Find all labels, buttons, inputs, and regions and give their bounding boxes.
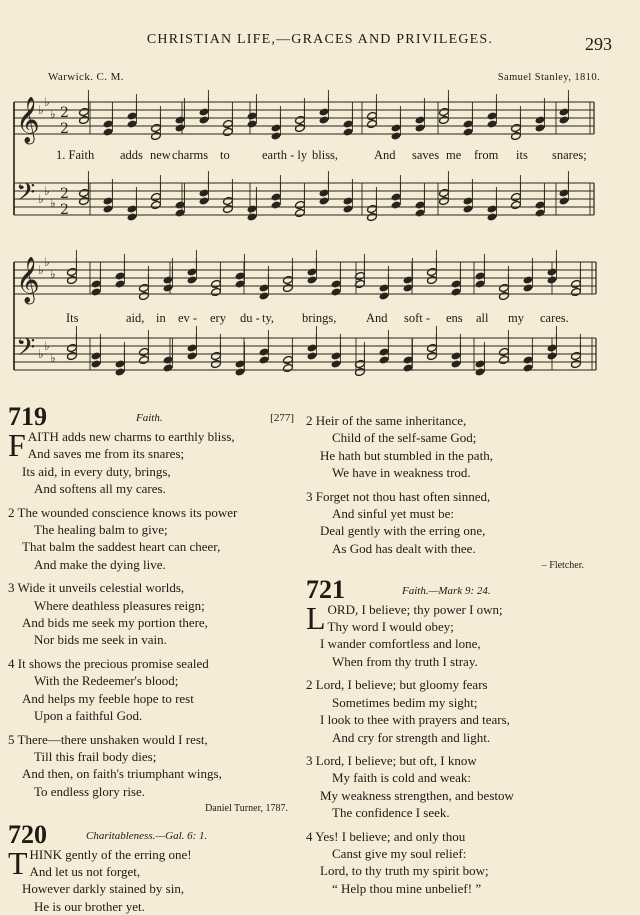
bass-note	[499, 355, 510, 364]
bass-note	[223, 204, 234, 213]
hymn-attribution: Daniel Turner, 1787.	[205, 803, 288, 815]
page-number: 293	[585, 34, 612, 54]
treble-note	[571, 279, 582, 288]
treble-note	[367, 119, 378, 128]
verse-line: HINK gently of the erring one!	[29, 846, 192, 862]
treble-note	[571, 287, 582, 296]
bass-note	[523, 355, 534, 364]
treble-note	[499, 291, 510, 300]
bass-note	[523, 363, 534, 372]
verse-line: And saves me from its snares;	[27, 446, 185, 462]
bass-note	[199, 188, 210, 197]
treble-note	[79, 115, 90, 124]
verse-line: 3 Lord, I believe; but oft, I know	[306, 752, 477, 768]
lyric-syllable: to	[220, 148, 230, 162]
treble-note	[67, 275, 78, 284]
treble-note	[415, 123, 426, 132]
verse-line: The confidence I seek.	[332, 805, 450, 821]
verse-line: And sinful yet must be:	[332, 506, 455, 522]
treble-note	[271, 131, 282, 140]
treble-note	[211, 287, 222, 296]
verse-line: 2 The wounded conscience knows its power	[8, 504, 238, 520]
bass-note	[451, 359, 462, 368]
lyric-syllable: ty,	[262, 311, 275, 325]
bass-note	[559, 188, 570, 197]
left-column	[8, 404, 298, 915]
bass-note	[535, 200, 546, 209]
verse-line: 4 It shows the precious promise sealed	[8, 655, 209, 671]
drop-cap: L	[306, 599, 326, 636]
treble-note	[499, 283, 510, 292]
time-signature: 2	[60, 105, 69, 121]
time-signature: 2	[60, 186, 69, 202]
treble-note	[475, 279, 486, 288]
hymn-bracket: [277]	[270, 412, 294, 424]
hymn-attribution: – Fletcher.	[541, 560, 584, 572]
lyric-syllable: charms	[172, 148, 209, 162]
bass-note	[439, 196, 450, 205]
bass-note	[391, 200, 402, 209]
treble-note	[139, 283, 150, 292]
verse-line: Nor bids me seek in vain.	[34, 632, 167, 648]
lyric-syllable: And	[366, 311, 388, 325]
bass-note	[415, 200, 426, 209]
treble-note	[343, 127, 354, 136]
verse-line: 3 Forget not thou hast often sinned,	[306, 488, 491, 504]
lyric-syllable: aid,	[126, 311, 145, 325]
bass-note	[151, 200, 162, 209]
hymn-ref: Charitableness.—Gal. 6: 1.	[86, 829, 208, 842]
bass-note	[163, 355, 174, 364]
treble-note	[451, 287, 462, 296]
lyric-syllable: 1. Faith	[56, 148, 95, 162]
treble-note	[463, 119, 474, 128]
lyric-syllable: earth - ly	[262, 148, 308, 162]
bass-note	[463, 204, 474, 213]
verse-line: AITH adds new charms to earthly bliss,	[27, 429, 235, 444]
lyric-syllable: And	[374, 148, 396, 162]
verse-line: 3 Wide it unveils celestial worlds,	[8, 580, 185, 596]
verse-line: 5 There—there unshaken would I rest,	[8, 731, 208, 747]
treble-note	[115, 271, 126, 280]
bass-note	[487, 204, 498, 213]
treble-note	[151, 131, 162, 140]
bass-note	[163, 363, 174, 372]
bass-note	[211, 351, 222, 360]
flat-sign: ♭	[44, 95, 50, 109]
treble-note	[451, 279, 462, 288]
tune-name: Warwick. C. M.	[48, 71, 124, 83]
treble-note	[271, 123, 282, 132]
treble-note	[295, 115, 306, 124]
bass-note	[307, 351, 318, 360]
bass-note	[331, 359, 342, 368]
verse-line: And cry for strength and light.	[332, 729, 491, 745]
treble-note	[187, 267, 198, 276]
lyric-syllable: cares.	[540, 311, 569, 325]
bass-note	[115, 367, 126, 376]
verse-line: He is our brother yet.	[34, 898, 145, 914]
verse-line: “ Help thou mine unbelief! ”	[332, 880, 482, 896]
bass-note	[307, 343, 318, 352]
bass-note	[427, 343, 438, 352]
treble-note	[439, 115, 450, 124]
treble-note	[151, 123, 162, 132]
drop-cap: F	[8, 427, 26, 463]
lyric-syllable: new	[150, 148, 171, 162]
bass-note	[175, 208, 186, 217]
lyric-syllable: me	[446, 148, 462, 162]
bass-note	[343, 196, 354, 205]
bass-note	[139, 355, 150, 364]
treble-note	[211, 279, 222, 288]
treble-note	[535, 123, 546, 132]
flat-sign: ♭	[38, 192, 44, 206]
running-head: CHRISTIAN LIFE,—GRACES AND PRIVILEGES.	[146, 32, 494, 47]
treble-note	[535, 115, 546, 124]
time-signature: 2	[60, 202, 69, 218]
hymn-721-body	[306, 601, 606, 898]
treble-clef: 𝄞	[16, 257, 40, 303]
time-signature: 2	[60, 121, 69, 137]
treble-note	[67, 267, 78, 276]
verse-line: The healing balm to give;	[34, 522, 168, 538]
bass-note	[451, 351, 462, 360]
treble-note	[391, 131, 402, 140]
verse-line: Child of the self-same God;	[332, 430, 477, 446]
treble-note	[415, 115, 426, 124]
bass-note	[199, 196, 210, 205]
bass-note	[475, 367, 486, 376]
bass-note	[391, 192, 402, 201]
hymn-number: 721	[306, 574, 345, 604]
treble-note	[175, 115, 186, 124]
treble-note	[259, 283, 270, 292]
treble-note	[511, 123, 522, 132]
verse-line: Deal gently with the erring one,	[320, 523, 486, 539]
lyric-syllable: Its	[66, 311, 79, 325]
bass-note	[187, 343, 198, 352]
treble-note	[511, 131, 522, 140]
lyric-syllable: ev -	[178, 311, 198, 325]
bass-note	[547, 351, 558, 360]
bass-note	[91, 359, 102, 368]
flat-sign: ♭	[44, 255, 50, 269]
bass-note	[247, 212, 258, 221]
bass-note	[415, 208, 426, 217]
bass-note	[535, 208, 546, 217]
bass-note	[259, 355, 270, 364]
bass-note	[283, 355, 294, 364]
verse-line: When from thy truth I stray.	[332, 653, 478, 669]
verse-line: My faith is cold and weak:	[332, 770, 471, 786]
bass-note	[103, 204, 114, 213]
bass-note	[67, 343, 78, 352]
bass-note	[187, 351, 198, 360]
bass-note	[115, 359, 126, 368]
treble-note	[247, 111, 258, 120]
verse-line: And helps my feeble hope to rest	[22, 690, 194, 706]
verse-line: ORD, I believe; thy power I own;	[327, 601, 503, 617]
bass-note	[319, 188, 330, 197]
right-column	[306, 412, 606, 897]
verse-line: And then, on faith's triumphant wings,	[22, 766, 222, 782]
treble-note	[139, 291, 150, 300]
treble-note	[463, 127, 474, 136]
bass-note	[331, 351, 342, 360]
bass-note	[271, 200, 282, 209]
bass-note	[571, 351, 582, 360]
bass-note	[175, 200, 186, 209]
bass-note	[379, 347, 390, 356]
bass-clef: 𝄢	[16, 333, 36, 368]
verse-line: And make the dying live.	[34, 556, 166, 572]
hymn-720-continued	[306, 412, 606, 575]
verse-line: To endless glory rise.	[34, 783, 146, 799]
bass-note	[547, 343, 558, 352]
composer: Samuel Stanley, 1810.	[497, 72, 600, 83]
treble-clef: 𝄞	[16, 97, 40, 143]
bass-note	[271, 192, 282, 201]
lyric-syllable: my	[508, 311, 524, 325]
bass-note	[475, 359, 486, 368]
treble-note	[427, 275, 438, 284]
verse-line: 2 Heir of the same inheritance,	[306, 413, 467, 428]
treble-note	[283, 283, 294, 292]
lyric-syllable: all	[476, 311, 489, 325]
verse-line: He hath but stumbled in the path,	[320, 447, 493, 463]
verse-line: My weakness strengthen, and bestow	[320, 787, 514, 803]
bass-note	[295, 200, 306, 209]
treble-note	[559, 115, 570, 124]
hymn-ref: Faith.	[136, 412, 163, 424]
treble-note	[295, 123, 306, 132]
bass-note	[379, 355, 390, 364]
treble-note	[259, 291, 270, 300]
treble-note	[487, 119, 498, 128]
bass-note	[511, 192, 522, 201]
treble-note	[307, 275, 318, 284]
bass-note	[79, 188, 90, 197]
flat-sign: ♭	[44, 339, 50, 353]
verse-line: Lord, to thy truth my spirit bow;	[320, 863, 489, 879]
treble-note	[379, 283, 390, 292]
hymn-ref: Faith.—Mark 9: 24.	[402, 584, 491, 597]
bass-note	[139, 347, 150, 356]
lyric-syllable: snares;	[552, 148, 587, 162]
treble-note	[79, 107, 90, 116]
bass-note	[511, 200, 522, 209]
verse-line: That balm the saddest heart can cheer,	[22, 539, 221, 555]
treble-note	[91, 287, 102, 296]
lyric-syllable: soft -	[404, 311, 431, 325]
treble-note	[115, 279, 126, 288]
bass-note	[343, 204, 354, 213]
bass-note	[127, 204, 138, 213]
hymn-720-header	[8, 819, 298, 849]
treble-note	[391, 123, 402, 132]
verse-line: Canst give my soul relief:	[332, 845, 467, 861]
treble-note	[223, 127, 234, 136]
bass-note	[79, 196, 90, 205]
treble-note	[367, 111, 378, 120]
lyric-syllable: in	[156, 311, 166, 325]
bass-note	[367, 212, 378, 221]
treble-note	[475, 271, 486, 280]
verse-line: Its aid, in every duty, brings,	[22, 463, 171, 479]
bass-note	[295, 208, 306, 217]
verse-line: I wander comfortless and lone,	[320, 636, 481, 652]
treble-note	[523, 275, 534, 284]
treble-note	[223, 119, 234, 128]
treble-note	[319, 107, 330, 116]
bass-note	[559, 196, 570, 205]
lyric-syllable: adds	[120, 148, 143, 162]
bass-note	[427, 351, 438, 360]
hymn-number: 720	[8, 819, 47, 849]
treble-note	[331, 287, 342, 296]
verse-line: Thy word I would obey;	[327, 619, 454, 635]
bass-note	[499, 347, 510, 356]
verse-line: As God has dealt with thee.	[332, 540, 476, 556]
bass-note	[463, 196, 474, 205]
flat-sign: ♭	[38, 263, 44, 277]
treble-note	[175, 123, 186, 132]
lyric-syllable: brings,	[302, 311, 337, 325]
verse-line: We have in weakness trod.	[332, 465, 471, 481]
bass-note	[283, 363, 294, 372]
bass-note	[67, 351, 78, 360]
treble-note	[103, 127, 114, 136]
treble-note	[343, 119, 354, 128]
bass-note	[319, 196, 330, 205]
verse-line: Till this frail body dies;	[34, 748, 157, 764]
flat-sign: ♭	[38, 103, 44, 117]
treble-note	[379, 291, 390, 300]
treble-note	[307, 267, 318, 276]
treble-note	[319, 115, 330, 124]
verse-line: Upon a faithful God.	[34, 708, 143, 724]
treble-note	[439, 107, 450, 116]
treble-note	[163, 283, 174, 292]
bass-note	[91, 351, 102, 360]
treble-note	[199, 115, 210, 124]
bass-note	[103, 196, 114, 205]
verse-line: With the Redeemer's blood;	[34, 673, 179, 689]
verse-line: Sometimes bedim my sight;	[332, 694, 478, 710]
verse-line: 4 Yes! I believe; and only thou	[306, 828, 466, 844]
lyric-syllable: ens	[446, 311, 463, 325]
bass-note	[571, 359, 582, 368]
verse-line: However darkly stained by sin,	[22, 881, 185, 897]
treble-note	[91, 279, 102, 288]
bass-note	[247, 204, 258, 213]
lyric-syllable: ery	[210, 311, 226, 325]
bass-note	[223, 196, 234, 205]
treble-note	[427, 267, 438, 276]
lyric-syllable: du -	[240, 311, 260, 325]
verse-line: And let us not forget,	[29, 863, 141, 879]
treble-note	[247, 119, 258, 128]
flat-sign: ♭	[50, 107, 56, 121]
treble-note	[199, 107, 210, 116]
bass-note	[487, 212, 498, 221]
bass-note	[259, 347, 270, 356]
treble-note	[331, 279, 342, 288]
treble-note	[187, 275, 198, 284]
lyric-syllable: its	[516, 148, 528, 162]
treble-note	[559, 107, 570, 116]
bass-note	[439, 188, 450, 197]
hymn-720-body	[8, 846, 298, 915]
bass-note	[367, 204, 378, 213]
bass-note	[151, 192, 162, 201]
treble-note	[127, 111, 138, 120]
flat-sign: ♭	[50, 351, 56, 365]
lyric-syllable: saves	[412, 148, 440, 162]
treble-note	[487, 111, 498, 120]
hymn-number: 719	[8, 402, 47, 431]
lyric-syllable: from	[474, 148, 499, 162]
drop-cap: T	[8, 844, 28, 881]
treble-note	[127, 119, 138, 128]
verse-line: And bids me seek my portion there,	[22, 615, 208, 631]
treble-note	[283, 275, 294, 284]
hymn-721-header	[306, 574, 606, 604]
flat-sign: ♭	[38, 347, 44, 361]
bass-note	[127, 212, 138, 221]
treble-note	[163, 275, 174, 284]
verse-line: Where deathless pleasures reign;	[34, 597, 205, 613]
flat-sign: ♭	[44, 184, 50, 198]
flat-sign: ♭	[50, 196, 56, 210]
bass-note	[211, 359, 222, 368]
verse-line: And softens all my cares.	[34, 481, 166, 497]
treble-note	[523, 283, 534, 292]
flat-sign: ♭	[50, 267, 56, 281]
hymn-719-header	[8, 402, 298, 431]
treble-note	[103, 119, 114, 128]
verse-line: 2 Lord, I believe; but gloomy fears	[306, 677, 488, 693]
hymn-719-body	[8, 428, 298, 818]
music-score	[0, 0, 640, 400]
lyric-syllable: bliss,	[312, 148, 339, 162]
treble-note	[547, 275, 558, 284]
treble-note	[547, 267, 558, 276]
verse-line: I look to thee with prayers and tears,	[320, 712, 510, 728]
bass-clef: 𝄢	[16, 178, 36, 213]
